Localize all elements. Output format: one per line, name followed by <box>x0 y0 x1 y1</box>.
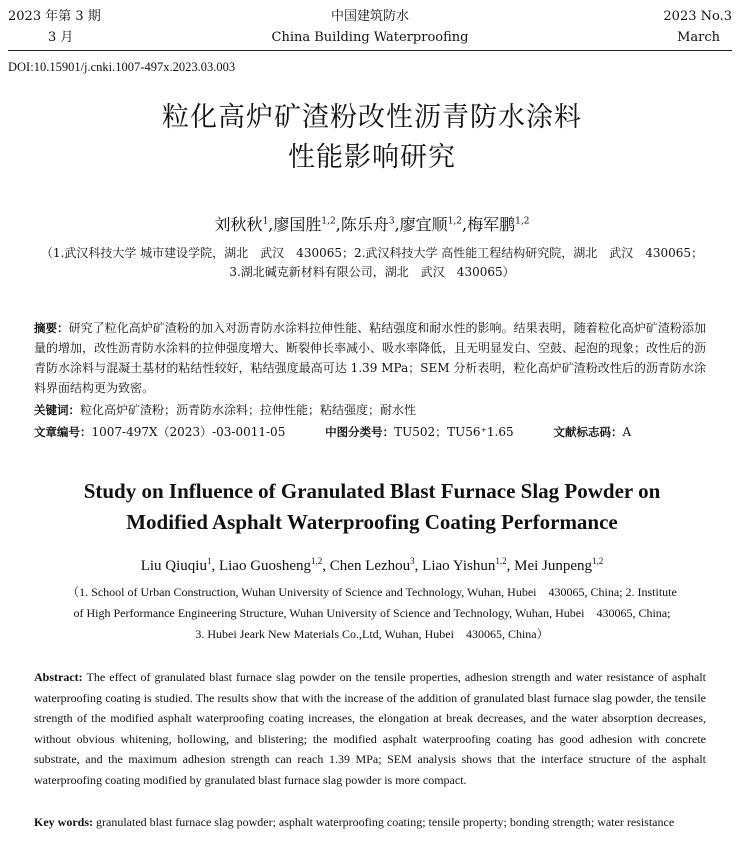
affiliation-en-line: （1. School of Urban Construction, Wuhan University of Science and Technology, Wuhan, Hubei 430065, China; 2. Institute <box>67 585 677 599</box>
header-issue-month: 3 月 <box>48 30 74 45</box>
page-title-cn <box>0 98 744 178</box>
clc-number <box>325 425 513 439</box>
author-en: Chen Lezhou <box>329 558 411 574</box>
title-cn-line2: 性能影响研究 <box>288 142 456 173</box>
article-number-label: 文章编号： <box>34 425 92 439</box>
article-number-value: 1007-497X（2023）-03-0011-05 <box>91 425 286 439</box>
author-en: Mei Junpeng <box>514 558 593 574</box>
keywords-cn-label: 关键词： <box>34 403 80 417</box>
document-code <box>553 425 631 439</box>
clc-number-label: 中图分类号： <box>325 425 395 439</box>
keywords-cn <box>34 400 706 420</box>
header-issue-en <box>663 6 732 48</box>
author-en-sup: 1,2 <box>592 556 604 566</box>
clc-number-value: TU502；TU56⁺1.65 <box>394 425 514 439</box>
affiliation-cn-line: （1.武汉科技大学 城市建设学院，湖北 武汉 430065；2.武汉科技大学 高性能工程结构研究院，湖北 武汉 430065； <box>40 246 704 260</box>
author-cn: 刘秋秋 <box>214 215 263 234</box>
affiliation-en <box>34 582 710 645</box>
abstract-en-text: The effect of granulated blast furnace slag powder on the tensile properties, adhesion strength and water resistance of asphalt waterproofing coating is studied. The results show that with the increase of the addition of granulated blast furnace slag powder, the tensile strength of the modified asphalt waterproofing coating increases, the elongation at break decreases, and the water absorption decreases, without obvious whitening, hollowing, and blistering; the modified asphalt waterproofing coating has good adhesion with concrete substrate, and the maximum adhesion strength can reach 1.39 MPa; SEM analysis shows that the interface structure of the asphalt waterproofing coating modified by granulated blast furnace slag powder is more compact. <box>34 670 706 787</box>
author-cn: 廖宜顺 <box>399 215 448 234</box>
affiliation-en-line: 3. Hubei Jeark New Materials Co.,Ltd, Wuhan, Hubei 430065, China） <box>195 627 549 641</box>
keywords-en-text: granulated blast furnace slag powder; asphalt waterproofing coating; tensile property; bonding strength; water resistance <box>96 815 675 829</box>
author-en: Liao Guosheng <box>218 558 312 574</box>
article-number <box>34 425 285 439</box>
author-en: Liao Yishun <box>422 558 496 574</box>
author-en-sup: 1,2 <box>495 556 507 566</box>
author-cn-sup: 1,2 <box>447 216 463 227</box>
keywords-cn-text: 粒化高炉矿渣粉；沥青防水涂料；拉伸性能；粘结强度；耐水性 <box>80 403 417 417</box>
header-rule <box>8 50 732 51</box>
header-issue-year: 2023 年第 3 期 <box>8 9 101 24</box>
header-journal-cn: 中国建筑防水 <box>330 9 409 24</box>
author-en-sup: 1 <box>206 556 212 566</box>
abstract-cn <box>34 318 706 398</box>
header-issue-no: 2023 No.3 <box>663 9 732 24</box>
abstract-cn-label: 摘要： <box>34 321 69 335</box>
author-en-sup: 1,2 <box>311 556 323 566</box>
author-cn-sup: 1,2 <box>321 216 336 227</box>
header-journal-en: China Building Waterproofing <box>271 30 469 45</box>
author-cn-sup: 3 <box>388 216 395 227</box>
author-cn-sup: 1 <box>262 216 269 227</box>
title-en-line2: Modified Asphalt Waterproofing Coating Performance <box>126 510 618 534</box>
author-cn: 廖国胜 <box>273 215 322 234</box>
abstract-en-label: Abstract: <box>34 670 83 684</box>
keywords-en <box>34 812 706 832</box>
title-en-line1: Study on Influence of Granulated Blast Furnace Slag Powder on <box>83 479 661 503</box>
document-code-value: A <box>622 425 632 439</box>
author-en-sup: 3 <box>410 556 415 566</box>
authors-cn: 刘秋秋$^1$,廖国胜$^{1,2}$,陈乐舟$^3$,廖宜顺$^{1,2}$,梅军鹏$^{1,2}$ <box>214 215 530 234</box>
author-cn: 陈乐舟 <box>340 215 389 234</box>
keywords-en-label: Key words: <box>34 815 93 829</box>
affiliation-cn <box>26 244 718 282</box>
title-cn-line1: 粒化高炉矿渣粉改性沥青防水涂料 <box>162 102 582 133</box>
header-issue-month-en: March <box>677 30 720 45</box>
affiliation-cn-line: 3.湖北碱克新材料有限公司，湖北 武汉 430065） <box>229 265 515 279</box>
doi[interactable]: DOI:10.15901/j.cnki.1007-497x.2023.03.003 <box>8 60 236 74</box>
header-journal <box>8 6 732 48</box>
article-meta-cn <box>34 422 706 442</box>
running-header <box>8 6 732 52</box>
authors-en: Liu Qiuqiu$^1$, Liao Guosheng$^{1,2}$, Chen Lezhou$^3$, Liao Yishun$^{1,2}$, Mei Junpeng$^{1,2}$ <box>140 556 604 574</box>
author-cn-sup: 1,2 <box>515 216 530 227</box>
affiliation-en-line: of High Performance Engineering Structure, Wuhan University of Science and Technology, Wuhan, Hubei 430065, China; <box>73 606 671 620</box>
author-en: Liu Qiuqiu <box>140 558 207 574</box>
page-title-en <box>0 476 744 538</box>
document-code-label: 文献标志码： <box>553 425 623 439</box>
author-cn: 梅军鹏 <box>467 215 516 234</box>
abstract-en <box>34 667 706 790</box>
abstract-cn-text: 研究了粒化高炉矿渣粉的加入对沥青防水涂料拉伸性能、粘结强度和耐水性的影响。结果表明，随着粒化高炉矿渣粉添加量的增加，改性沥青防水涂料的拉伸强度增大、断裂伸长率减小、吸水率降低，且无明显发白、空鼓、起泡的现象；改性后的沥青防水涂料与混凝土基材的粘结性较好，粘结强度最高可达 1.39 MPa；SEM 分析表明，粒化高炉矿渣粉改性后的沥青防水涂料界面结构更为致密。 <box>34 321 707 395</box>
